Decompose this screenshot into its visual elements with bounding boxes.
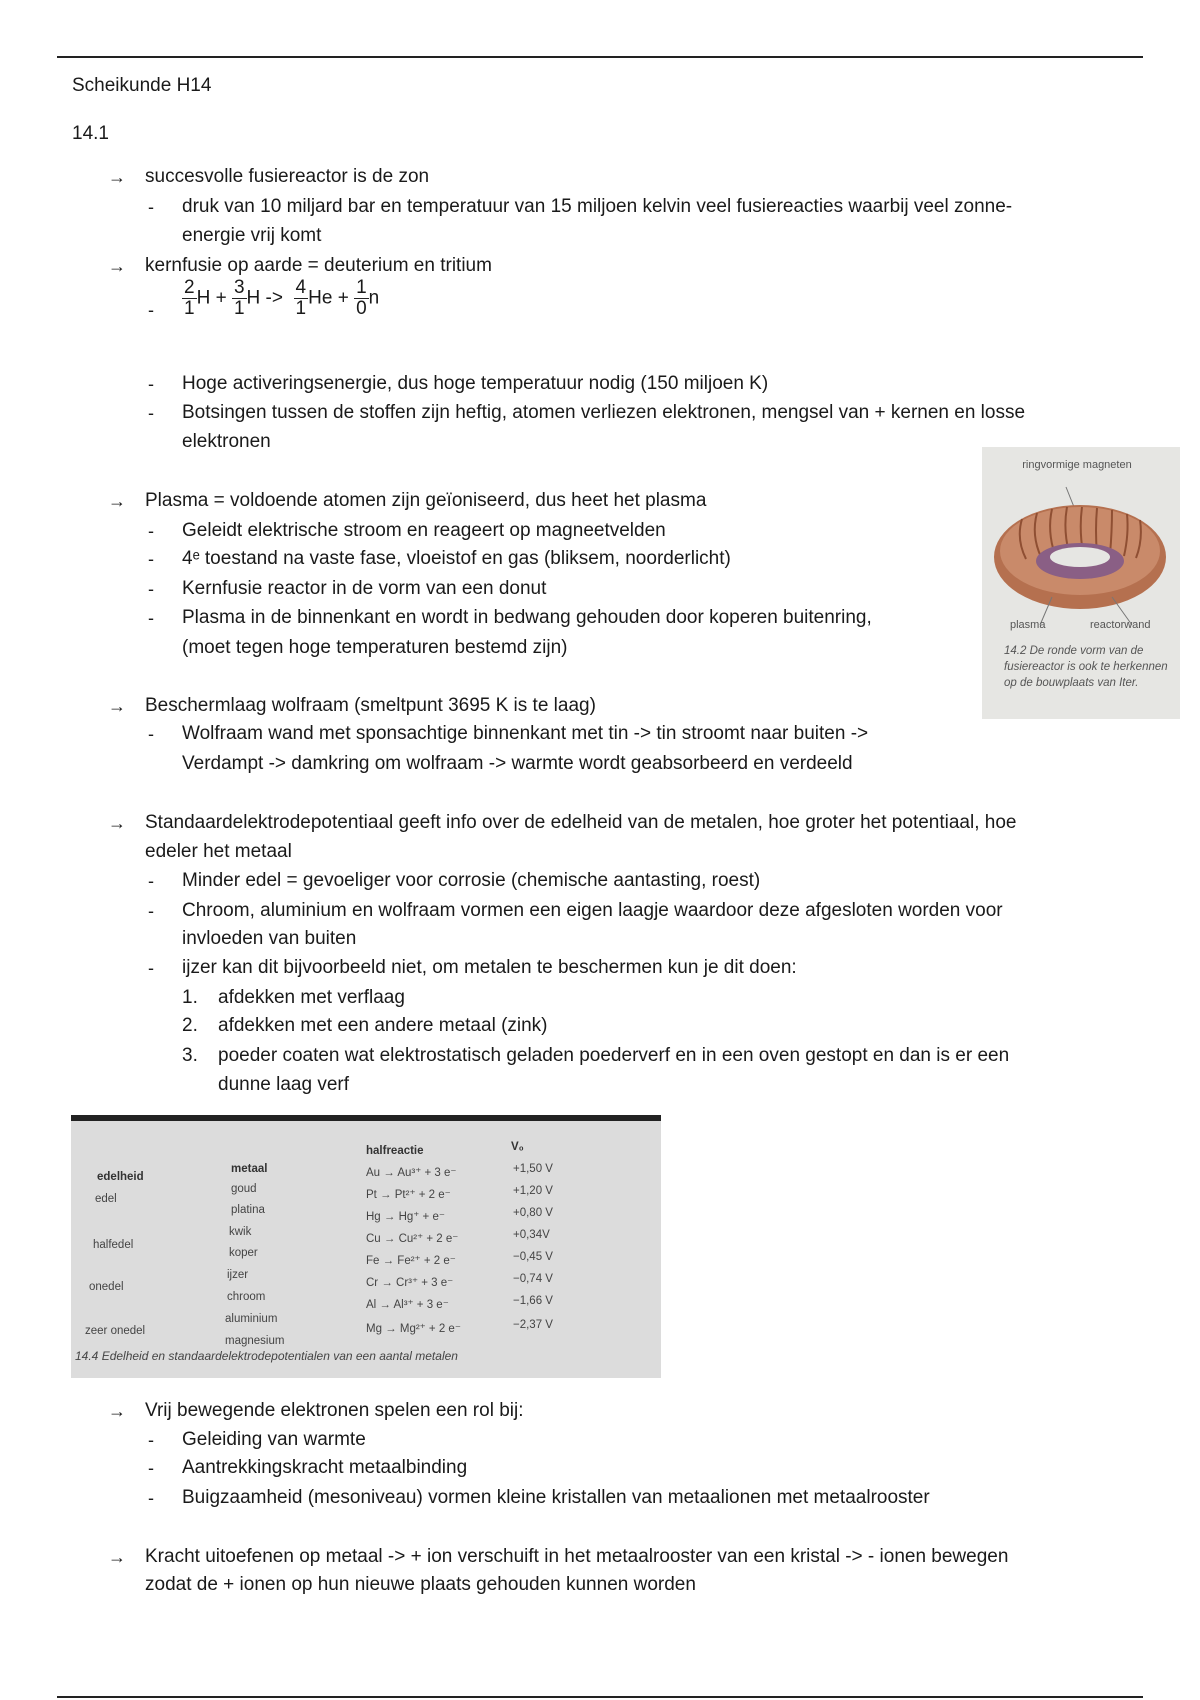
numerator: 4 xyxy=(295,277,307,298)
bullet-text: edeler het metaal xyxy=(145,841,292,862)
dash-bullet: - xyxy=(148,403,154,423)
bullet-text: Vrij bewegende elektronen spelen een rol bij: xyxy=(145,1400,524,1421)
numerator: 3 xyxy=(233,277,245,298)
table-cell: Cr → Cr³⁺ + 3 e⁻ xyxy=(366,1277,454,1289)
table-cell: aluminium xyxy=(225,1313,278,1325)
dash-bullet: - xyxy=(148,1488,154,1508)
table-cell: Fe → Fe²⁺ + 2 e⁻ xyxy=(366,1255,456,1267)
dash-bullet: - xyxy=(148,901,154,921)
bullet-text: kernfusie op aarde = deuterium en tritium xyxy=(145,255,492,276)
bullet-text: Aantrekkingskracht metaalbinding xyxy=(182,1457,468,1478)
fraction xyxy=(354,278,369,319)
bullet-text: Geleidt elektrische stroom en reageert op magneetvelden xyxy=(182,520,666,541)
table-cell: ijzer xyxy=(227,1269,249,1281)
dash-bullet: - xyxy=(148,871,154,891)
numbered-item: poeder coaten wat elektrostatisch geladen poederverf en in een oven gestopt en dan is er een xyxy=(218,1045,1010,1066)
table-cell: −0,74 V xyxy=(513,1273,553,1285)
denominator: 1 xyxy=(295,298,307,319)
dash-bullet: - xyxy=(148,300,154,320)
table-cell: +1,20 V xyxy=(513,1185,553,1197)
table-cell: halfedel xyxy=(93,1239,134,1251)
arrow-bullet: → xyxy=(108,256,126,276)
equation-symbol: H -> xyxy=(246,287,283,309)
dash-bullet: - xyxy=(148,608,154,628)
bullet-text: Geleiding van warmte xyxy=(182,1429,366,1450)
table-header: edelheid xyxy=(97,1171,144,1183)
arrow-bullet: → xyxy=(108,696,126,716)
bullet-text: Kernfusie reactor in de vorm van een donut xyxy=(182,578,547,599)
table-cell: Au → Au³⁺ + 3 e⁻ xyxy=(366,1167,457,1179)
figure-label: reactorwand xyxy=(1090,619,1151,631)
table-cell: chroom xyxy=(227,1291,266,1303)
fusion-equation xyxy=(182,278,379,319)
table-cell: +0,80 V xyxy=(513,1207,553,1219)
fraction xyxy=(232,278,247,319)
list-number: 2. xyxy=(182,1015,198,1036)
table-cell: platina xyxy=(231,1204,265,1216)
bullet-text: 4ᵉ toestand na vaste fase, vloeistof en gas (bliksem, noorderlicht) xyxy=(182,548,731,569)
bullet-text: Chroom, aluminium en wolfraam vormen een eigen laagje waardoor deze afgesloten worden voor xyxy=(182,900,1003,921)
bullet-text: Botsingen tussen de stoffen zijn heftig, atomen verliezen elektronen, mengsel van + kernen en losse xyxy=(182,402,1026,423)
fraction xyxy=(294,278,309,319)
dash-bullet: - xyxy=(148,724,154,744)
bullet-text: succesvolle fusiereactor is de zon xyxy=(145,166,430,187)
bullet-text: Beschermlaag wolfraam (smeltpunt 3695 K is te laag) xyxy=(145,695,596,716)
numbered-item: afdekken met verflaag xyxy=(218,987,405,1008)
table-cell: −2,37 V xyxy=(513,1319,553,1331)
bullet-text: Standaardelektrodepotentiaal geeft info over de edelheid van de metalen, hoe groter het potentiaal, hoe xyxy=(145,812,1017,833)
fusion-reactor-figure xyxy=(982,447,1180,719)
section-heading: 14.1 xyxy=(72,123,109,144)
denominator: 0 xyxy=(356,298,367,319)
numbered-item: afdekken met een andere metaal (zink) xyxy=(218,1015,548,1036)
table-header: halfreactie xyxy=(366,1145,424,1157)
bullet-text: energie vrij komt xyxy=(182,225,322,246)
dash-bullet: - xyxy=(148,197,154,217)
bullet-text: elektronen xyxy=(182,431,271,452)
table-cell: zeer onedel xyxy=(85,1325,146,1337)
bullet-text: Plasma in de binnenkant en wordt in bedwang gehouden door koperen buitenring, xyxy=(182,607,872,628)
dash-bullet: - xyxy=(148,1430,154,1450)
arrow-bullet: → xyxy=(108,491,126,511)
numbered-item: dunne laag verf xyxy=(218,1074,349,1095)
table-cell: −1,66 V xyxy=(513,1295,553,1307)
bullet-text: invloeden van buiten xyxy=(182,928,357,949)
dash-bullet: - xyxy=(148,549,154,569)
equation-symbol: He + xyxy=(308,287,349,309)
arrow-bullet: → xyxy=(108,813,126,833)
dash-bullet: - xyxy=(148,521,154,541)
bullet-text: Minder edel = gevoeliger voor corrosie (chemische aantasting, roest) xyxy=(182,870,761,891)
equation-symbol: n xyxy=(368,287,380,309)
fraction xyxy=(182,278,197,319)
bottom-rule xyxy=(57,1696,1143,1698)
table-cell: Hg → Hg⁺ + e⁻ xyxy=(366,1211,445,1223)
table-cell: edel xyxy=(95,1193,117,1205)
numerator: 1 xyxy=(356,277,367,298)
table-cell: koper xyxy=(229,1247,258,1259)
bullet-text: Buigzaamheid (mesoniveau) vormen kleine kristallen van metaalionen met metaalrooster xyxy=(182,1487,930,1508)
arrow-bullet: → xyxy=(108,1401,126,1421)
table-cell: +1,50 V xyxy=(513,1163,553,1175)
table-header: metaal xyxy=(231,1163,268,1175)
dash-bullet: - xyxy=(148,374,154,394)
figure-label: ringvormige magneten xyxy=(1022,459,1132,471)
table-cell: magnesium xyxy=(225,1335,285,1347)
bullet-text: Verdampt -> damkring om wolfraam -> warmte wordt geabsorbeerd en verdeeld xyxy=(182,753,853,774)
table-header: V₀ xyxy=(511,1141,524,1153)
bullet-text: Wolfraam wand met sponsachtige binnenkant met tin -> tin stroomt naar buiten -> xyxy=(182,723,869,744)
dash-bullet: - xyxy=(148,1458,154,1478)
arrow-bullet: → xyxy=(108,167,126,187)
numerator: 2 xyxy=(184,277,195,298)
table-cell: kwik xyxy=(229,1226,252,1238)
dash-bullet: - xyxy=(148,958,154,978)
list-number: 1. xyxy=(182,987,198,1008)
bullet-text: Hoge activeringsenergie, dus hoge temperatuur nodig (150 miljoen K) xyxy=(182,373,769,394)
table-cell: onedel xyxy=(89,1281,124,1293)
table-cell: Pt → Pt²⁺ + 2 e⁻ xyxy=(366,1189,451,1201)
table-cell: +0,34V xyxy=(513,1229,550,1241)
bullet-text: (moet tegen hoge temperaturen bestemd zijn) xyxy=(182,637,568,658)
bullet-text: Plasma = voldoende atomen zijn geïoniseerd, dus heet het plasma xyxy=(145,490,707,511)
electrode-potential-table-photo xyxy=(71,1115,661,1378)
bullet-text: zodat de + ionen op hun nieuwe plaats gehouden kunnen worden xyxy=(145,1574,696,1595)
list-number: 3. xyxy=(182,1045,198,1066)
bullet-text: ijzer kan dit bijvoorbeeld niet, om metalen te beschermen kun je dit doen: xyxy=(182,957,797,978)
top-rule xyxy=(57,56,1143,58)
table-cell: Mg → Mg²⁺ + 2 e⁻ xyxy=(366,1323,461,1335)
figure-caption: 14.2 De ronde vorm van de fusiereactor is ook te herkennen op de bouwplaats van Iter. xyxy=(1004,645,1168,689)
bullet-text: Kracht uitoefenen op metaal -> + ion verschuift in het metaalrooster van een kristal -> - ionen bewegen xyxy=(145,1546,1009,1567)
torus-illustration xyxy=(982,447,1180,647)
doc-title: Scheikunde H14 xyxy=(72,75,212,96)
denominator: 1 xyxy=(184,298,195,319)
equation-symbol: H + xyxy=(196,287,227,309)
table-cell: Al → Al³⁺ + 3 e⁻ xyxy=(366,1299,449,1311)
arrow-bullet: → xyxy=(108,1547,126,1567)
table-cell: goud xyxy=(231,1183,257,1195)
table-cell: −0,45 V xyxy=(513,1251,553,1263)
table-cell: Cu → Cu²⁺ + 2 e⁻ xyxy=(366,1233,459,1245)
photo-edge xyxy=(71,1115,661,1121)
figure-label: plasma xyxy=(1010,619,1046,631)
bullet-text: druk van 10 miljard bar en temperatuur van 15 miljoen kelvin veel fusiereacties waarbij veel zonne- xyxy=(182,196,1013,217)
table-caption: 14.4 Edelheid en standaardelektrodepotentialen van een aantal metalen xyxy=(75,1349,458,1363)
denominator: 1 xyxy=(233,298,245,319)
dash-bullet: - xyxy=(148,579,154,599)
